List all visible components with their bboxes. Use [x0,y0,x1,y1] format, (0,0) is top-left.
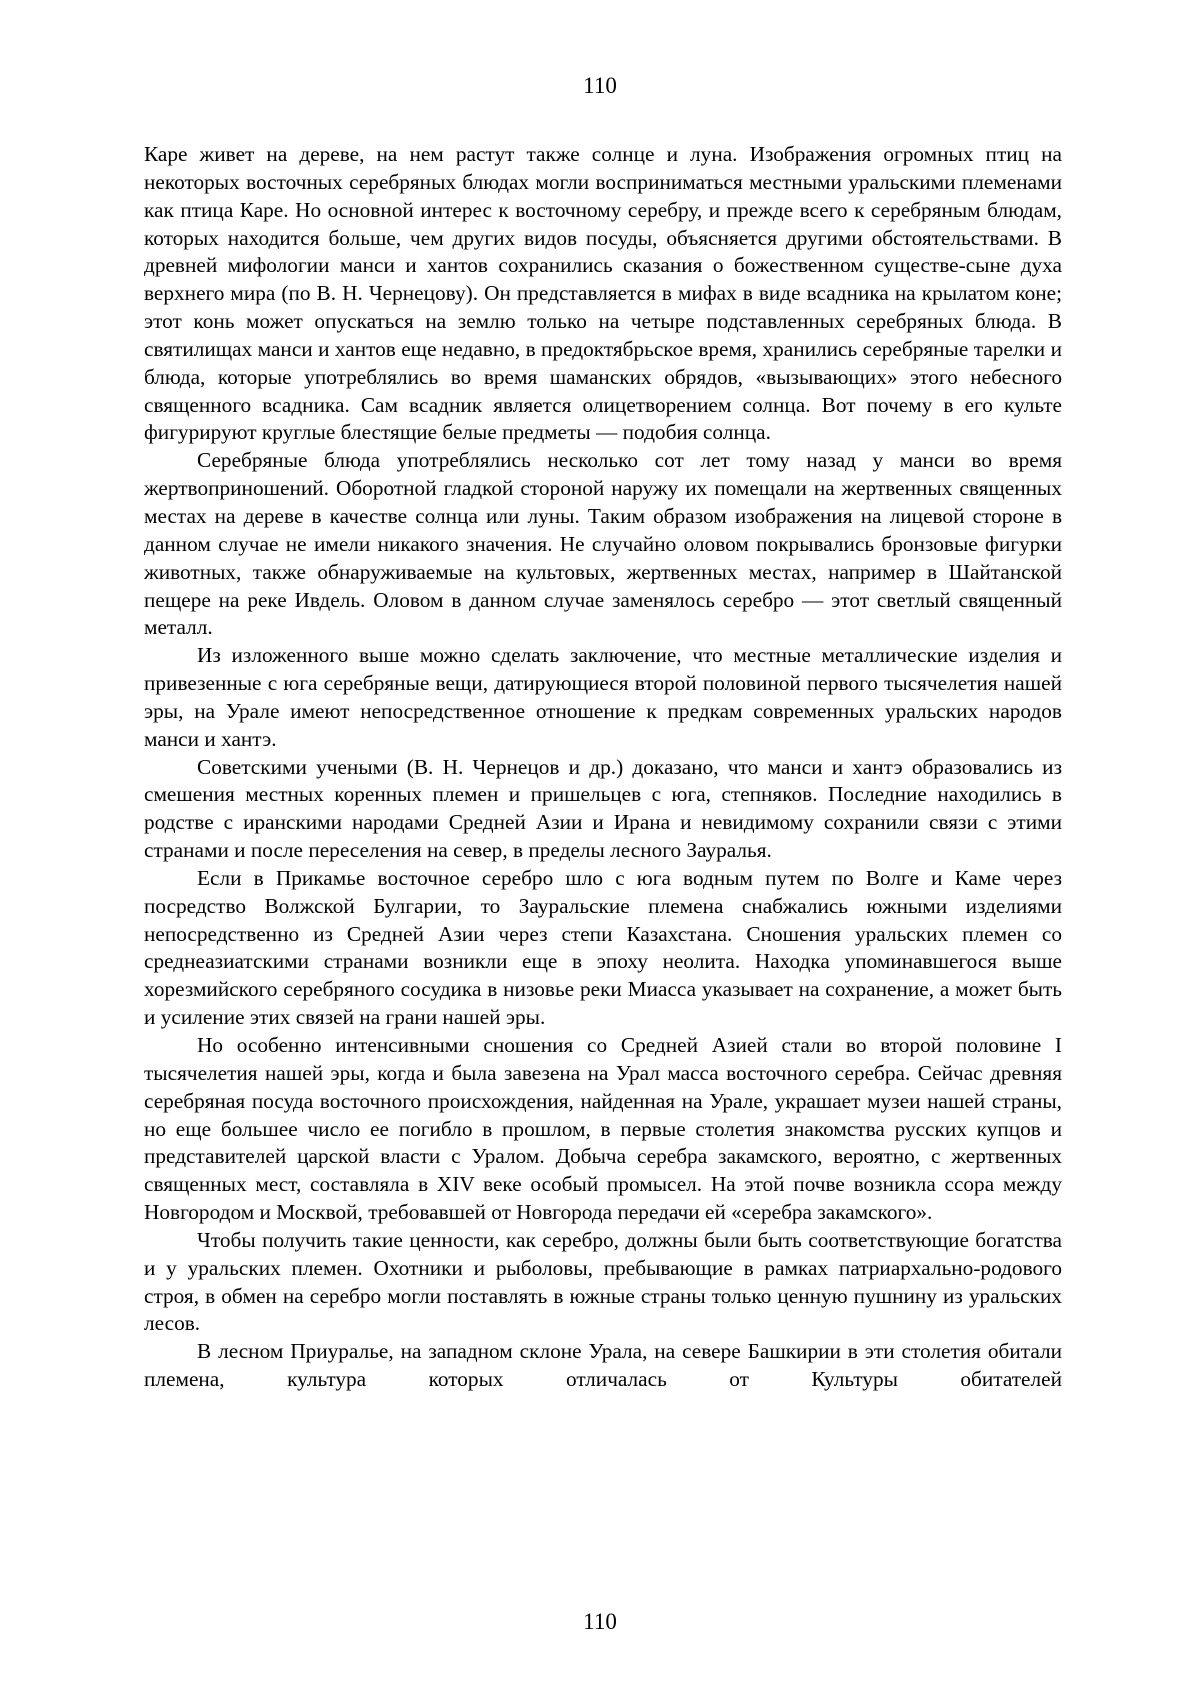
paragraph: В лесном Приуралье, на западном склоне Урала, на севере Башкирии в эти столетия обитали племена, культура которых отличалась от Культуры обитателей [144,1339,1062,1392]
paragraph: Каре живет на дереве, на нем растут также солнце и луна. Изображения огромных птиц на некоторых восточных серебряных блюдах могли восприниматься местными уральскими племенами как птица Каре. Но основной интерес к восточному серебру, и прежде всего к серебряным блюдам, которых находится больше, чем других видов посуды, объясняется другими обстоятельствами. В древней мифологии манси и хантов сохранились сказания о божественном существе-сыне духа верхнего мира (по В. Н. Чернецову). Он представляется в мифах в виде всадника на крылатом коне; этот конь может опускаться на землю только на четыре подставленных серебряных блюда. В святилищах манси и хантов еще недавно, в предоктябрьское время, хранились серебряные тарелки и блюда, которые употреблялись во время шаманских обрядов, «вызывающих» этого небесного священного всадника. Сам всадник является олицетворением солнца. Вот почему в его культе фигурируют круглые блестящие белые предметы — подобия солнца. [144,142,1062,445]
paragraph: Чтобы получить такие ценности, как серебро, должны были быть соответствующие богатства и у уральских племен. Охотники и рыболовы, пребывающие в рамках патриархально-родового строя, в обмен на серебро могли поставлять в южные страны только ценную пушнину из уральских лесов. [144,1227,1062,1336]
paragraph: Советскими учеными (В. Н. Чернецов и др.) доказано, что манси и хантэ образовались из смешения местных коренных племен и пришельцев с юга, степняков. Последние находились в родстве с иранскими народами Средней Азии и Ирана и невидимому сохранили связи с этими странами и после переселения на север, в пределы лесного Зауралья. [144,754,1062,863]
page-number-top: 110 [583,73,617,98]
page-number-bottom: 110 [583,1609,617,1634]
paragraph: Но особенно интенсивными сношения со Средней Азией стали во второй половине I тысячелетия нашей эры, когда и была завезена на Урал масса восточного серебра. Сейчас древняя серебряная посуда восточного происхождения, найденная на Урале, украшает музеи нашей страны, но еще большее число ее погибло в прошлом, в первые столетия знакомства русских купцов и представителей царской власти с Уралом. Добыча серебра закамского, вероятно, с жертвенных священных мест, составляла в XIV веке особый промысел. На этой почве возникла ссора между Новгородом и Москвой, требовавшей от Новгорода передачи ей «серебра закамского». [144,1033,1062,1225]
paragraph: Серебряные блюда употреблялись несколько сот лет тому назад у манси во время жертвоприношений. Оборотной гладкой стороной наружу их помещали на жертвенных священных местах на дереве в качестве солнца или луны. Таким образом изображения на лицевой стороне в данном случае не имели никакого значения. Не случайно оловом покрывались бронзовые фигурки животных, также обнаруживаемые на культовых, жертвенных местах, например в Шайтанской пещере на реке Ивдель. Оловом в данном случае заменялось серебро — этот светлый священный металл. [144,448,1062,640]
paragraph: Из изложенного выше можно сделать заключение, что местные металлические изделия и привезенные с юга серебряные вещи, датирующиеся второй половиной первого тысячелетия нашей эры, на Урале имеют непосредственное отношение к предкам современных уральских народов манси и хантэ. [144,643,1062,751]
body-text [144,141,1062,1394]
paragraph: Если в Прикамье восточное серебро шло с юга водным путем по Волге и Каме через посредство Волжской Булгарии, то Зауральские племена снабжались южными изделиями непосредственно из Средней Азии через степи Казахстана. Сношения уральских племен со среднеазиатскими странами возникли еще в эпоху неолита. Находка упоминавшегося выше хорезмийского серебряного сосудика в низовье реки Миасса указывает на сохранение, а может быть и усиление этих связей на грани нашей эры. [144,865,1062,1030]
